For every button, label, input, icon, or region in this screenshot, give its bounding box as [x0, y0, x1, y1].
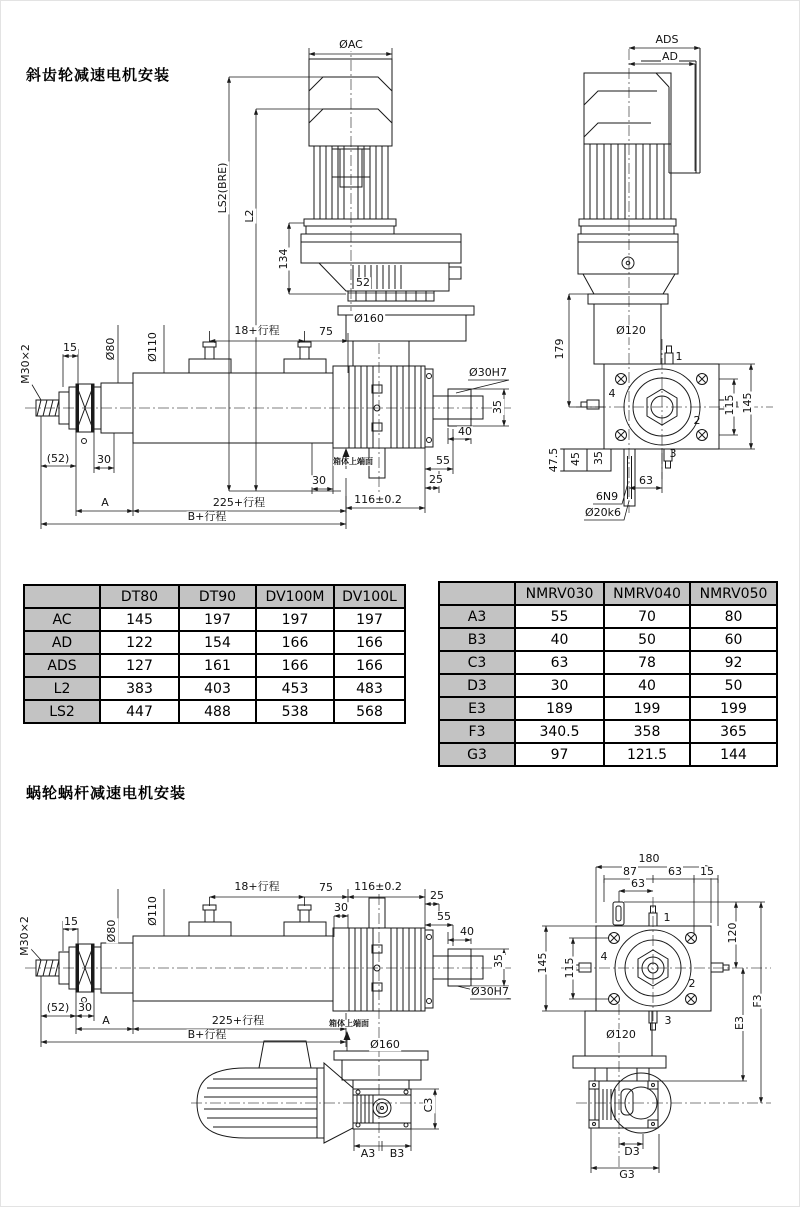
dim-label-ad: AD	[662, 50, 678, 64]
dim-label-dia80-2: Ø80	[105, 919, 119, 943]
table-cell: 197	[179, 608, 256, 631]
dim-label-52-paren: (52)	[46, 452, 70, 466]
table-cell: 197	[256, 608, 334, 631]
dim-label-a: A	[101, 496, 109, 510]
dim-label-116: 116±0.2	[354, 493, 402, 507]
dim-label-a3: A3	[360, 1147, 376, 1161]
dim-label-15-2: 15	[64, 915, 78, 929]
table-row	[439, 605, 777, 628]
table-cell: 568	[334, 700, 405, 723]
row-label: G3	[439, 743, 515, 766]
table-header: NMRV040	[604, 582, 690, 605]
table-header: DV100M	[256, 585, 334, 608]
table-cell: 60	[690, 628, 777, 651]
dim-label-116-2: 116±0.2	[354, 880, 402, 894]
dim-label-f3: F3	[751, 994, 765, 1008]
dim-label-b3: B3	[389, 1147, 405, 1161]
table-cell: 127	[100, 654, 179, 677]
table-row	[24, 631, 405, 654]
table-row	[24, 585, 405, 608]
dim-label-63-b: 63	[631, 877, 645, 891]
table-row	[24, 677, 405, 700]
table-header	[439, 582, 515, 605]
table-cell: 30	[515, 674, 604, 697]
dim-label-dia30h7: Ø30H7	[469, 366, 507, 380]
dim-label-dia120-2: Ø120	[606, 1028, 636, 1042]
dim-label-m30: M30×2	[19, 344, 33, 384]
table-row	[24, 608, 405, 631]
row-label: B3	[439, 628, 515, 651]
table-cell: 161	[179, 654, 256, 677]
port-label-4-2: 4	[600, 950, 608, 964]
dim-label-m30-2: M30×2	[18, 916, 32, 956]
row-label: L2	[24, 677, 100, 700]
table-cell: 383	[100, 677, 179, 700]
dim-label-ads: ADS	[655, 33, 679, 47]
table-cell: 483	[334, 677, 405, 700]
table-cell: 144	[690, 743, 777, 766]
table-header: NMRV050	[690, 582, 777, 605]
dim-label-180: 180	[638, 852, 660, 866]
dim-label-dia160: Ø160	[354, 312, 384, 326]
table-cell: 55	[515, 605, 604, 628]
dim-label-115-2: 115	[563, 957, 577, 979]
table-header	[24, 585, 100, 608]
s2-side-view-drawing	[573, 902, 729, 1133]
table-cell: 403	[179, 677, 256, 700]
table-row	[439, 697, 777, 720]
dim-label-ls2: LS2(BRE)	[216, 162, 230, 214]
dim-label-oac: ØAC	[339, 38, 363, 52]
dim-label-225-stroke: 225+行程	[212, 496, 266, 510]
dim-label-c3: C3	[422, 1097, 436, 1113]
row-label: F3	[439, 720, 515, 743]
table-cell: 340.5	[515, 720, 604, 743]
table-cell: 199	[604, 697, 690, 720]
table-cell: 365	[690, 720, 777, 743]
dim-label-63-a: 63	[668, 865, 682, 879]
table-cell: 166	[334, 631, 405, 654]
table-cell: 154	[179, 631, 256, 654]
dim-label-30-left: 30	[97, 453, 111, 467]
table-cell: 189	[515, 697, 604, 720]
dim-label-55-2: 55	[437, 910, 451, 924]
table-header: DV100L	[334, 585, 405, 608]
dim-label-15-side: 15	[700, 865, 714, 879]
table-cell: 50	[690, 674, 777, 697]
table-cell: 40	[515, 628, 604, 651]
dim-label-52: 52	[356, 276, 370, 290]
table-cell: 122	[100, 631, 179, 654]
dim-label-18-stroke: 18+行程	[234, 324, 280, 338]
dim-label-55: 55	[436, 454, 450, 468]
table-row	[439, 582, 777, 605]
dim-label-15: 15	[63, 341, 77, 355]
table-row	[439, 720, 777, 743]
dim-label-115: 115	[723, 394, 737, 416]
dim-label-e3: E3	[733, 1016, 747, 1030]
port-label-1-2: 1	[663, 911, 671, 925]
table-cell: 197	[334, 608, 405, 631]
dim-label-30-top: 30	[334, 901, 348, 915]
table-row	[24, 700, 405, 723]
row-label: A3	[439, 605, 515, 628]
dim-label-179: 179	[553, 338, 567, 360]
port-label-2: 2	[693, 414, 701, 428]
table-header: NMRV030	[515, 582, 604, 605]
dim-label-box-face: 箱体上端面	[333, 456, 373, 466]
table-row	[24, 654, 405, 677]
dim-label-47-5: 47.5	[547, 447, 561, 473]
table-cell: 166	[256, 631, 334, 654]
dim-label-40: 40	[458, 425, 472, 439]
dim-label-dia20k6: Ø20k6	[584, 506, 622, 520]
dim-label-35-side: 35	[592, 451, 606, 465]
row-label: AC	[24, 608, 100, 631]
port-label-4: 4	[608, 387, 616, 401]
dim-label-145-2: 145	[536, 952, 550, 974]
table-cell: 70	[604, 605, 690, 628]
table-cell: 121.5	[604, 743, 690, 766]
row-label: ADS	[24, 654, 100, 677]
table-cell: 166	[256, 654, 334, 677]
dim-label-d3: D3	[624, 1145, 640, 1159]
table-cell: 78	[604, 651, 690, 674]
section2-title: 蜗轮蜗杆减速电机安装	[26, 784, 187, 802]
table-cell: 92	[690, 651, 777, 674]
dim-label-145: 145	[741, 392, 755, 414]
dim-label-134: 134	[277, 248, 291, 270]
dim-label-75: 75	[319, 325, 333, 339]
dim-label-35-2: 35	[492, 954, 506, 968]
table-cell: 63	[515, 651, 604, 674]
dim-label-dia80: Ø80	[104, 337, 118, 361]
dim-label-63: 63	[639, 474, 653, 488]
dim-label-35: 35	[491, 400, 505, 414]
dim-label-a-2: A	[102, 1014, 110, 1028]
port-label-1: 1	[675, 350, 683, 364]
dim-label-87: 87	[623, 865, 637, 879]
dim-label-dia110-2: Ø110	[146, 896, 160, 926]
row-label: LS2	[24, 700, 100, 723]
table-row	[439, 743, 777, 766]
row-label: D3	[439, 674, 515, 697]
dim-label-25-2: 25	[430, 889, 444, 903]
dim-label-52-paren-2: (52)	[46, 1001, 70, 1015]
table-header: DT80	[100, 585, 179, 608]
dim-label-dia120: Ø120	[616, 324, 646, 338]
table-cell: 447	[100, 700, 179, 723]
dim-label-30-left-2: 30	[78, 1001, 92, 1015]
table-cell: 166	[334, 654, 405, 677]
row-label: E3	[439, 697, 515, 720]
table-cell: 97	[515, 743, 604, 766]
dim-label-6n9: 6N9	[595, 490, 619, 504]
table-cell: 50	[604, 628, 690, 651]
table-cell: 80	[690, 605, 777, 628]
table-cell: 453	[256, 677, 334, 700]
dim-label-18-stroke-2: 18+行程	[234, 880, 280, 894]
port-label-2-2: 2	[688, 977, 696, 991]
dim-label-45: 45	[569, 452, 583, 466]
dim-label-40-2: 40	[460, 925, 474, 939]
row-label: C3	[439, 651, 515, 674]
table-cell: 199	[690, 697, 777, 720]
dim-label-g3: G3	[619, 1168, 635, 1182]
dim-label-30-right: 30	[312, 474, 326, 488]
s1-front-view-drawing	[36, 59, 483, 478]
dim-label-b-stroke-2: B+行程	[187, 1028, 227, 1042]
dim-label-dia30h7-2: Ø30H7	[471, 985, 509, 999]
dim-label-box-face-2: 箱体上端面	[329, 1018, 369, 1028]
table-cell: 40	[604, 674, 690, 697]
dim-label-dia110: Ø110	[146, 332, 160, 362]
table-cell: 488	[179, 700, 256, 723]
dim-label-b-stroke: B+行程	[187, 510, 227, 524]
section1-title: 斜齿轮减速电机安装	[26, 66, 171, 84]
dim-label-25: 25	[429, 473, 443, 487]
helical-motor-dimension-table	[23, 584, 406, 724]
table-row	[439, 628, 777, 651]
table-row	[439, 674, 777, 697]
dim-label-dia160-2: Ø160	[370, 1038, 400, 1052]
port-label-3: 3	[669, 447, 677, 461]
dim-label-75-2: 75	[319, 881, 333, 895]
dim-label-225-stroke-2: 225+行程	[211, 1014, 265, 1028]
worm-gearbox-dimension-table	[438, 581, 778, 767]
dim-label-l2: L2	[243, 209, 257, 223]
s1-front-bearing-bars	[76, 384, 350, 457]
row-label: AD	[24, 631, 100, 654]
table-cell: 538	[256, 700, 334, 723]
table-cell: 358	[604, 720, 690, 743]
s1-side-view-drawing	[549, 48, 737, 506]
table-cell: 145	[100, 608, 179, 631]
dim-label-120: 120	[726, 922, 740, 944]
table-row	[439, 651, 777, 674]
table-header: DT90	[179, 585, 256, 608]
port-label-3-2: 3	[664, 1014, 672, 1028]
